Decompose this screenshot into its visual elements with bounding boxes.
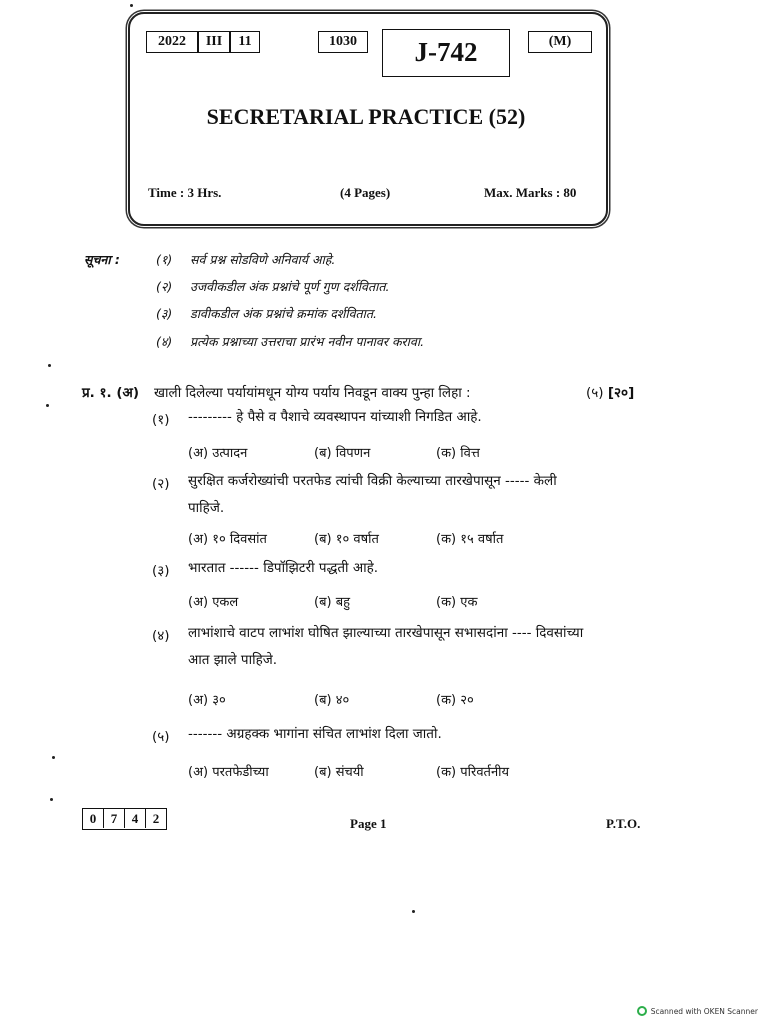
paper-code: J-742: [382, 29, 510, 77]
instruction-text: प्रत्येक प्रश्नाच्या उत्तराचा प्रारंभ नवीन पानावर करावा.: [190, 334, 425, 349]
sub-question-text: सुरक्षित कर्जरोख्यांची परतफेड त्यांची विक्री केल्याच्या तारखेपासून ----- केली पाहिजे.: [188, 473, 557, 516]
exam-code-number: 1030: [318, 31, 368, 53]
question-marks: [586, 383, 634, 401]
question-label: प्र. १. (अ): [82, 385, 140, 401]
instruction-number: (२): [156, 279, 173, 294]
option-a: (अ) १० दिवसांत: [188, 532, 267, 547]
option-b: (ब) १० वर्षात: [314, 532, 379, 547]
instruction-number: (१): [156, 252, 173, 267]
code-digit: 2: [152, 811, 160, 826]
scan-speck: [130, 4, 133, 7]
sub-question-number: (५): [152, 729, 170, 745]
scan-speck: [46, 404, 49, 407]
sub-question-number: (१): [152, 412, 170, 428]
sub-question-number: (२): [152, 476, 170, 492]
exam-roman: III: [198, 31, 230, 53]
exam-cell-number: 11: [230, 31, 260, 53]
instruction-number: (४): [156, 334, 173, 349]
question-instruction: खाली दिलेल्या पर्यायांमधून योग्य पर्याय निवडून वाक्य पुन्हा लिहा :: [154, 385, 471, 401]
scan-speck: [48, 364, 51, 367]
scan-speck: [412, 910, 415, 913]
scanner-watermark: [637, 1006, 758, 1016]
sub-question-text: --------- हे पैसे व पैशाचे व्यवस्थापन यांच्याशी निगडित आहे.: [188, 409, 482, 425]
instruction-text: सर्व प्रश्न सोडविणे अनिवार्य आहे.: [190, 252, 336, 267]
instructions-label: सूचना :: [84, 252, 120, 267]
sub-question-number: (३): [152, 563, 170, 579]
option-a: (अ) परतफेडीच्या: [188, 765, 269, 780]
scanner-logo-icon: [637, 1006, 647, 1016]
scan-speck: [52, 756, 55, 759]
option-c: (क) वित्त: [436, 446, 480, 461]
pto-label: P.T.O.: [606, 816, 641, 831]
option-c: (क) परिवर्तनीय: [436, 765, 510, 780]
option-b: (ब) विपणन: [314, 446, 371, 461]
instruction-text: उजवीकडील अंक प्रश्नांचे पूर्ण गुण दर्शवितात.: [190, 279, 390, 294]
instruction-text: डावीकडील अंक प्रश्नांचे क्रमांक दर्शवितात.: [190, 306, 377, 321]
scanner-watermark-text: Scanned with OKEN Scanner: [650, 1006, 758, 1016]
option-a: (अ) एकल: [188, 595, 239, 610]
sub-question-text: ------- अग्रहक्क भागांना संचित लाभांश दिला जातो.: [188, 726, 442, 742]
code-digit: 7: [104, 809, 125, 828]
time-allowed: Time : 3 Hrs.: [148, 185, 222, 200]
exam-year: 2022: [146, 31, 198, 53]
medium-label: (M): [528, 31, 592, 53]
scan-speck: [50, 798, 53, 801]
option-b: (ब) बहु: [314, 595, 351, 610]
option-a: (अ) उत्पादन: [188, 446, 248, 461]
question-marks-value: (५): [586, 385, 604, 401]
instruction-number: (३): [156, 306, 173, 321]
max-marks: Max. Marks : 80: [484, 185, 577, 200]
sub-question-text: लाभांशाचे वाटप लाभांश घोषित झाल्याच्या तारखेपासून सभासदांना ---- दिवसांच्या आत झाले पाहिजे.: [188, 625, 584, 668]
question-total-marks: [२०]: [607, 385, 635, 401]
option-c: (क) २०: [436, 693, 474, 708]
sub-question-number: (४): [152, 628, 170, 644]
option-c: (क) १५ वर्षात: [436, 532, 504, 547]
option-c: (क) एक: [436, 595, 478, 610]
option-a: (अ) ३०: [188, 693, 226, 708]
sub-question-text: भारतात ------ डिपॉझिटरी पद्धती आहे.: [188, 560, 379, 576]
page-number: Page 1: [350, 816, 387, 831]
code-digit: 0: [83, 809, 104, 828]
subject-title: SECRETARIAL PRACTICE (52): [206, 104, 526, 129]
page-count: (4 Pages): [340, 185, 391, 200]
code-digit: 4: [125, 809, 146, 828]
paper-code-box: [82, 808, 167, 830]
option-b: (ब) संचयी: [314, 765, 364, 780]
option-b: (ब) ४०: [314, 693, 350, 708]
